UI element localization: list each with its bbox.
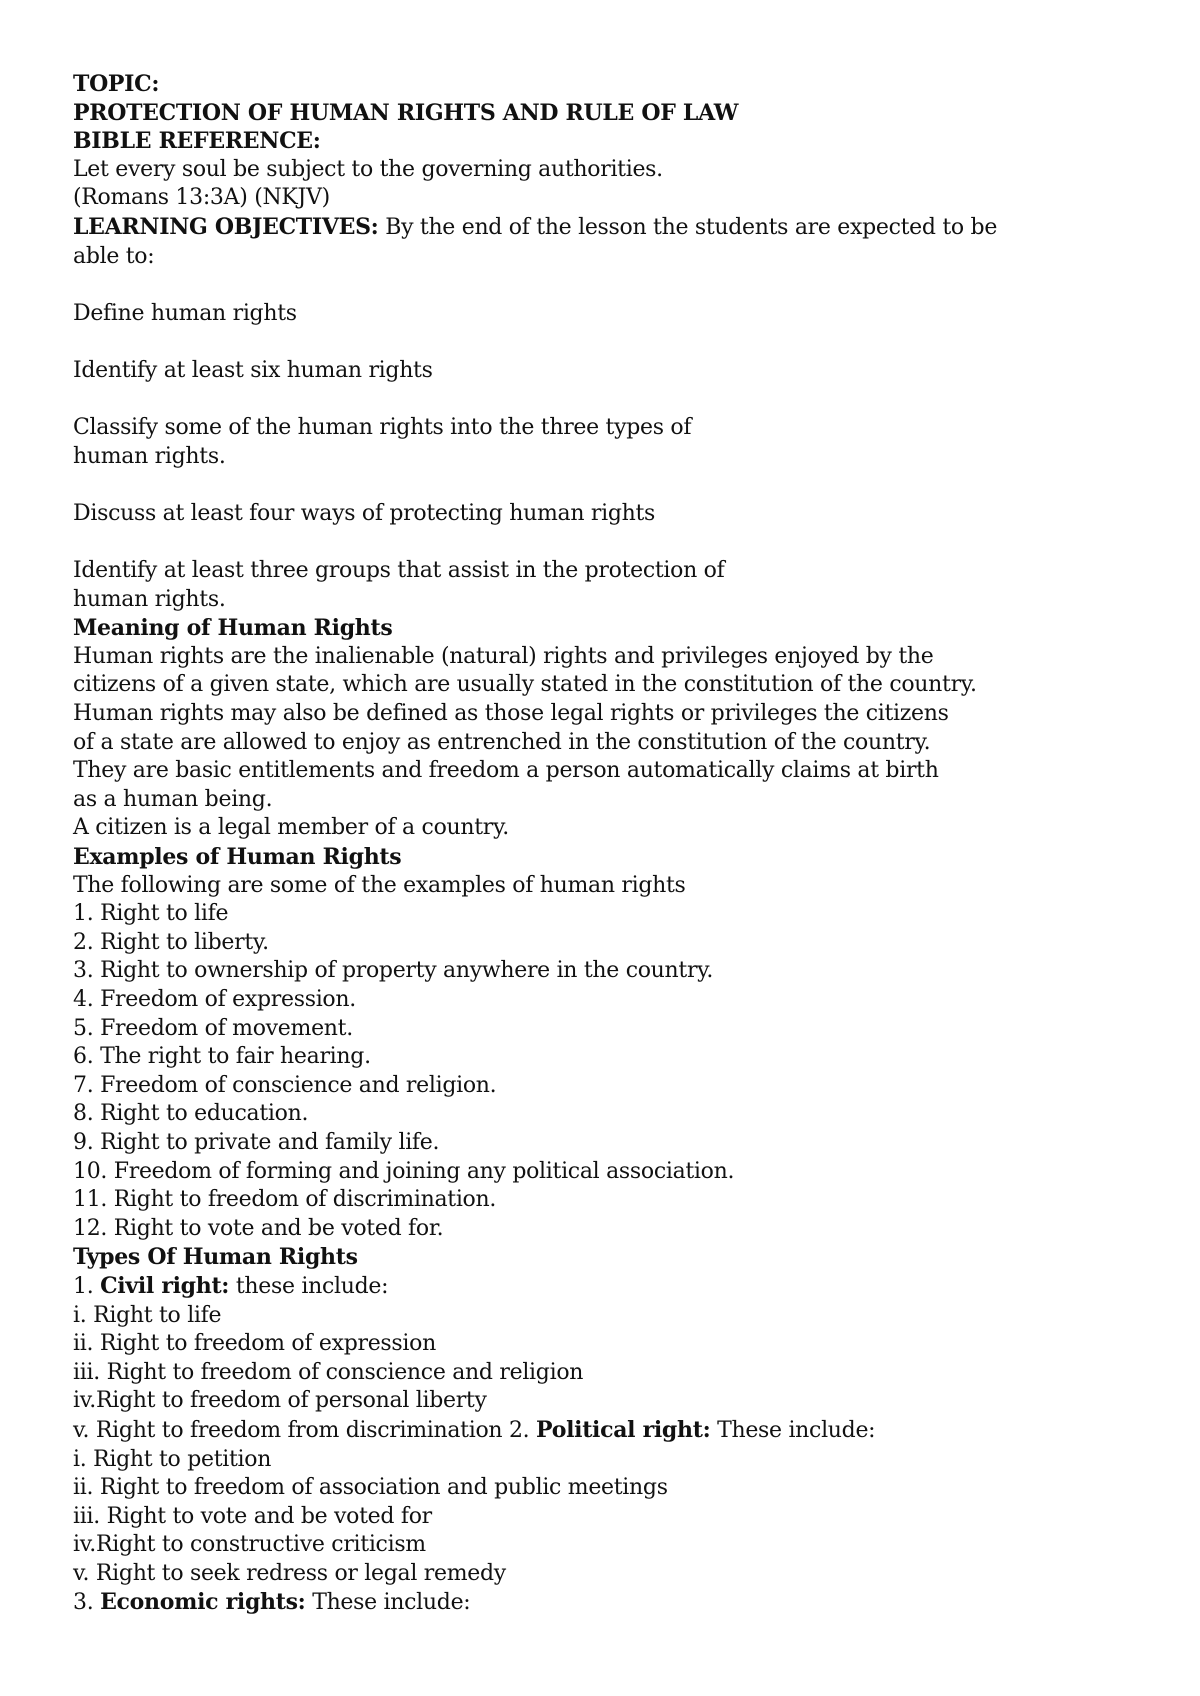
meaning-line: Human rights are the inalienable (natural) rights and privileges enjoyed by the — [73, 643, 934, 669]
types-heading: Types Of Human Rights — [73, 1244, 358, 1271]
political-right-item: v. Right to seek redress or legal remedy — [73, 1560, 506, 1586]
objective-item: Classify some of the human rights into the three types of — [73, 415, 692, 441]
civil-right-item: iii. Right to freedom of conscience and religion — [73, 1359, 584, 1385]
learning-objectives-intro-text: By the end of the lesson the students are expected to be — [378, 214, 998, 240]
meaning-line: of a state are allowed to enjoy as entrenched in the constitution of the country. — [73, 729, 931, 755]
meaning-line: citizens of a given state, which are usually stated in the constitution of the country. — [73, 672, 977, 698]
meaning-line: A citizen is a legal member of a country. — [73, 815, 509, 841]
civil-right-heading — [73, 1272, 1123, 1302]
civil-right-number: 1. — [73, 1273, 101, 1299]
political-right-intro: These include: — [710, 1417, 876, 1443]
example-item: 11. Right to freedom of discrimination. — [73, 1187, 497, 1213]
example-item: 5. Freedom of movement. — [73, 1015, 353, 1041]
political-right-label: Political right: — [536, 1416, 711, 1443]
objective-item: Discuss at least four ways of protecting human rights — [73, 500, 656, 526]
bible-reference-citation: (Romans 13:3A) (NKJV) — [73, 185, 330, 211]
learning-objectives-label: LEARNING OBJECTIVES: — [73, 213, 379, 240]
political-right-item: iii. Right to vote and be voted for — [73, 1503, 432, 1529]
examples-intro: The following are some of the examples of human rights — [73, 872, 686, 898]
example-item: 2. Right to liberty. — [73, 929, 269, 955]
objective-item: Identify at least six human rights — [73, 357, 433, 383]
meaning-line: They are basic entitlements and freedom a person automatically claims at birth — [73, 758, 939, 784]
objective-item: Define human rights — [73, 300, 297, 326]
spacer — [73, 471, 1123, 500]
topic-label: TOPIC: — [73, 71, 160, 97]
example-item: 1. Right to life — [73, 901, 229, 927]
objective-item-cont: human rights. — [73, 586, 226, 612]
spacer — [73, 271, 1123, 300]
example-item: 9. Right to private and family life. — [73, 1129, 440, 1155]
political-right-item: i. Right to petition — [73, 1446, 272, 1472]
civil-right-item: i. Right to life — [73, 1302, 222, 1328]
example-item: 8. Right to education. — [73, 1101, 309, 1127]
topic-title: PROTECTION OF HUMAN RIGHTS AND RULE OF LAW — [73, 99, 739, 126]
example-item: 6. The right to fair hearing. — [73, 1044, 371, 1070]
example-item: 12. Right to vote and be voted for. — [73, 1215, 444, 1241]
meaning-line: Human rights may also be defined as those legal rights or privileges the citizens — [73, 701, 949, 727]
example-item: 7. Freedom of conscience and religion. — [73, 1072, 497, 1098]
economic-right-number: 3. — [73, 1590, 101, 1616]
civil-right-last-item — [73, 1416, 1123, 1446]
civil-right-intro: these include: — [229, 1273, 389, 1299]
economic-right-label: Economic rights: — [100, 1589, 306, 1616]
spacer — [73, 386, 1123, 415]
political-right-item: ii. Right to freedom of association and public meetings — [73, 1475, 668, 1501]
learning-objectives-intro — [73, 213, 1123, 243]
meaning-line: as a human being. — [73, 786, 273, 812]
civil-right-item: iv.Right to freedom of personal liberty — [73, 1388, 487, 1414]
economic-right-heading — [73, 1588, 1123, 1618]
meaning-heading: Meaning of Human Rights — [73, 615, 393, 642]
political-right-item: iv.Right to constructive criticism — [73, 1532, 426, 1558]
examples-heading: Examples of Human Rights — [73, 844, 402, 871]
objective-item: Identify at least three groups that assist in the protection of — [73, 558, 725, 584]
document-page — [73, 70, 1123, 1618]
example-item: 3. Right to ownership of property anywhere in the country. — [73, 958, 714, 984]
learning-objectives-intro-cont: able to: — [73, 243, 155, 269]
bible-reference-text: Let every soul be subject to the governing authorities. — [73, 156, 663, 182]
civil-right-label: Civil right: — [100, 1272, 230, 1299]
spacer — [73, 328, 1123, 357]
civil-right-item: ii. Right to freedom of expression — [73, 1331, 436, 1357]
example-item: 10. Freedom of forming and joining any political association. — [73, 1158, 735, 1184]
spacer — [73, 529, 1123, 558]
objective-item-cont: human rights. — [73, 443, 226, 469]
bible-reference-label: BIBLE REFERENCE: — [73, 128, 321, 155]
economic-right-intro: These include: — [305, 1590, 471, 1616]
example-item: 4. Freedom of expression. — [73, 987, 356, 1012]
civil-right-item: v. Right to freedom from discrimination 2. — [73, 1417, 537, 1443]
